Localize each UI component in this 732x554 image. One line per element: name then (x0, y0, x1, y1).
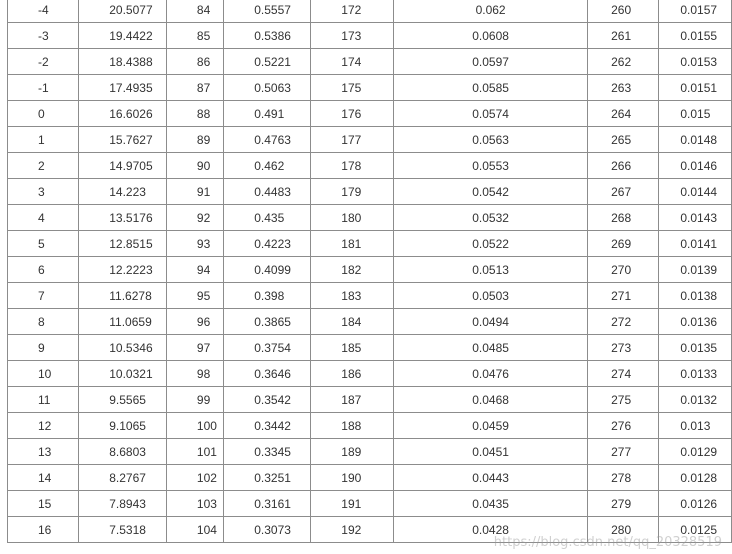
table-cell: 0.5221 (224, 49, 311, 75)
table-cell: 272 (588, 309, 659, 335)
table-cell: 8.2767 (79, 465, 167, 491)
table-cell: 18.4388 (79, 49, 167, 75)
table-cell: 10.0321 (79, 361, 167, 387)
table-cell: 278 (588, 465, 659, 491)
table-cell: 10.5346 (79, 335, 167, 361)
table-cell: 0.0435 (394, 491, 588, 517)
table-cell: 191 (311, 491, 394, 517)
table-cell: 265 (588, 127, 659, 153)
table-cell: 0.0553 (394, 153, 588, 179)
table-cell: 0.0563 (394, 127, 588, 153)
table-cell: 0.0485 (394, 335, 588, 361)
table-cell: 0.0428 (394, 517, 588, 543)
table-cell: 0.0151 (659, 75, 732, 101)
table-cell: 8.6803 (79, 439, 167, 465)
table-row (8, 439, 732, 465)
table-row (8, 335, 732, 361)
table-row (8, 257, 732, 283)
table-cell: 0.0513 (394, 257, 588, 283)
table-cell: 0.0138 (659, 283, 732, 309)
table-cell: 0.0494 (394, 309, 588, 335)
table-cell: 174 (311, 49, 394, 75)
table-cell: 85 (166, 23, 223, 49)
table-cell: 263 (588, 75, 659, 101)
table-cell: 12 (8, 413, 79, 439)
table-cell: 6 (8, 257, 79, 283)
table-cell: 0.015 (659, 101, 732, 127)
table-cell: 188 (311, 413, 394, 439)
table-row (8, 75, 732, 101)
table-cell: 84 (166, 0, 223, 23)
table-cell: 0.0608 (394, 23, 588, 49)
table-cell: 186 (311, 361, 394, 387)
table-cell: 0.5557 (224, 0, 311, 23)
table-cell: 0.0141 (659, 231, 732, 257)
table-cell: 11.6278 (79, 283, 167, 309)
table-cell: 182 (311, 257, 394, 283)
table-cell: 93 (166, 231, 223, 257)
table-cell: 0.0532 (394, 205, 588, 231)
table-cell: 192 (311, 517, 394, 543)
table-cell: 98 (166, 361, 223, 387)
table-cell: 7.8943 (79, 491, 167, 517)
table-cell: 0.0503 (394, 283, 588, 309)
table-cell: 0.3251 (224, 465, 311, 491)
table-cell: 16 (8, 517, 79, 543)
table-cell: 0.0148 (659, 127, 732, 153)
table-cell: 0.0126 (659, 491, 732, 517)
table-cell: 10 (8, 361, 79, 387)
table-cell: 100 (166, 413, 223, 439)
table-cell: 0.0157 (659, 0, 732, 23)
table-cell: 86 (166, 49, 223, 75)
table-cell: 178 (311, 153, 394, 179)
table-cell: 0.0146 (659, 153, 732, 179)
table-cell: 274 (588, 361, 659, 387)
table-cell: 267 (588, 179, 659, 205)
table-cell: 4 (8, 205, 79, 231)
table-cell: 0.0443 (394, 465, 588, 491)
table-cell: 7.5318 (79, 517, 167, 543)
table-cell: 0.062 (394, 0, 588, 23)
table-cell: 102 (166, 465, 223, 491)
table-cell: 9.1065 (79, 413, 167, 439)
table-cell: 277 (588, 439, 659, 465)
table-cell: 0.3161 (224, 491, 311, 517)
table-cell: 87 (166, 75, 223, 101)
table-cell: 0.3865 (224, 309, 311, 335)
table-cell: 0.4099 (224, 257, 311, 283)
table-cell: 97 (166, 335, 223, 361)
table-cell: 90 (166, 153, 223, 179)
table-cell: 15.7627 (79, 127, 167, 153)
table-cell: 0.3345 (224, 439, 311, 465)
table-cell: 3 (8, 179, 79, 205)
table-row (8, 101, 732, 127)
table-cell: 14.223 (79, 179, 167, 205)
table-row (8, 361, 732, 387)
table-cell: 101 (166, 439, 223, 465)
table-cell: 14 (8, 465, 79, 491)
table-cell: 0.0135 (659, 335, 732, 361)
table-cell: 0.5386 (224, 23, 311, 49)
table-cell: 89 (166, 127, 223, 153)
table-cell: 0.0522 (394, 231, 588, 257)
table-cell: 279 (588, 491, 659, 517)
table-row (8, 387, 732, 413)
table-cell: 19.4422 (79, 23, 167, 49)
watermark-text: https://blog.csdn.net/qq_20328519 (493, 535, 722, 550)
table-cell: 0.0128 (659, 465, 732, 491)
table-cell: 0.3073 (224, 517, 311, 543)
table-cell: 0.491 (224, 101, 311, 127)
table-cell: 0.0451 (394, 439, 588, 465)
table-cell: 88 (166, 101, 223, 127)
table-row (8, 0, 732, 23)
table-row (8, 179, 732, 205)
table-cell: 15 (8, 491, 79, 517)
table-cell: 269 (588, 231, 659, 257)
table-cell: 175 (311, 75, 394, 101)
table-cell: 12.8515 (79, 231, 167, 257)
table-cell: 12.2223 (79, 257, 167, 283)
table-cell: 0.3754 (224, 335, 311, 361)
table-cell: 0.0459 (394, 413, 588, 439)
table-cell: 0.013 (659, 413, 732, 439)
table-cell: 261 (588, 23, 659, 49)
table-cell: 0.0468 (394, 387, 588, 413)
table-row (8, 23, 732, 49)
table-cell: 0.5063 (224, 75, 311, 101)
table-cell: 260 (588, 0, 659, 23)
table-cell: 0.0136 (659, 309, 732, 335)
table-cell: 268 (588, 205, 659, 231)
table-cell: 91 (166, 179, 223, 205)
table-cell: -3 (8, 23, 79, 49)
table-cell: 99 (166, 387, 223, 413)
table-cell: 0.4483 (224, 179, 311, 205)
table-cell: 0.462 (224, 153, 311, 179)
table-cell: 276 (588, 413, 659, 439)
table-cell: 0.0132 (659, 387, 732, 413)
table-cell: 0.0143 (659, 205, 732, 231)
table-cell: 0.3442 (224, 413, 311, 439)
table-cell: 190 (311, 465, 394, 491)
table-row (8, 465, 732, 491)
table-cell: 13 (8, 439, 79, 465)
table-cell: 0.0144 (659, 179, 732, 205)
table-cell: 0.4223 (224, 231, 311, 257)
table-cell: -2 (8, 49, 79, 75)
table-cell: 172 (311, 0, 394, 23)
table-cell: 187 (311, 387, 394, 413)
table-cell: 173 (311, 23, 394, 49)
table-cell: 185 (311, 335, 394, 361)
table-cell: 273 (588, 335, 659, 361)
table-cell: 275 (588, 387, 659, 413)
table-cell: -4 (8, 0, 79, 23)
table-cell: 9 (8, 335, 79, 361)
table-cell: 177 (311, 127, 394, 153)
table-cell: 0.0125 (659, 517, 732, 543)
table-cell: 181 (311, 231, 394, 257)
table-row (8, 517, 732, 543)
table-body (8, 0, 732, 543)
table-cell: 271 (588, 283, 659, 309)
table-cell: 20.5077 (79, 0, 167, 23)
data-table-container (7, 0, 732, 543)
table-cell: 176 (311, 101, 394, 127)
table-cell: 11 (8, 387, 79, 413)
table-cell: 184 (311, 309, 394, 335)
table-row (8, 413, 732, 439)
table-cell: 179 (311, 179, 394, 205)
table-cell: 5 (8, 231, 79, 257)
table-cell: 0.0133 (659, 361, 732, 387)
table-cell: 0.398 (224, 283, 311, 309)
table-cell: 7 (8, 283, 79, 309)
table-cell: 8 (8, 309, 79, 335)
table-cell: 0.0597 (394, 49, 588, 75)
table-row (8, 491, 732, 517)
table-cell: 264 (588, 101, 659, 127)
table-cell: 92 (166, 205, 223, 231)
table-cell: 270 (588, 257, 659, 283)
table-cell: 0.0139 (659, 257, 732, 283)
table-row (8, 309, 732, 335)
table-cell: 0.0153 (659, 49, 732, 75)
table-cell: 103 (166, 491, 223, 517)
data-table (7, 0, 732, 543)
table-row (8, 153, 732, 179)
table-cell: 0.0476 (394, 361, 588, 387)
table-cell: 183 (311, 283, 394, 309)
table-row (8, 283, 732, 309)
table-row (8, 127, 732, 153)
table-cell: 95 (166, 283, 223, 309)
table-cell: 0 (8, 101, 79, 127)
table-cell: 180 (311, 205, 394, 231)
table-cell: 0.435 (224, 205, 311, 231)
table-cell: 266 (588, 153, 659, 179)
table-cell: 13.5176 (79, 205, 167, 231)
table-row (8, 205, 732, 231)
table-row (8, 49, 732, 75)
table-cell: 0.0129 (659, 439, 732, 465)
table-cell: 104 (166, 517, 223, 543)
table-row (8, 231, 732, 257)
table-cell: 0.0155 (659, 23, 732, 49)
table-cell: 16.6026 (79, 101, 167, 127)
table-cell: 14.9705 (79, 153, 167, 179)
table-cell: 189 (311, 439, 394, 465)
table-cell: 9.5565 (79, 387, 167, 413)
table-cell: 11.0659 (79, 309, 167, 335)
table-cell: -1 (8, 75, 79, 101)
table-cell: 262 (588, 49, 659, 75)
table-cell: 0.3646 (224, 361, 311, 387)
table-cell: 96 (166, 309, 223, 335)
table-cell: 0.4763 (224, 127, 311, 153)
table-cell: 2 (8, 153, 79, 179)
table-cell: 17.4935 (79, 75, 167, 101)
table-cell: 94 (166, 257, 223, 283)
table-cell: 0.3542 (224, 387, 311, 413)
table-cell: 0.0585 (394, 75, 588, 101)
table-cell: 1 (8, 127, 79, 153)
table-cell: 280 (588, 517, 659, 543)
table-cell: 0.0574 (394, 101, 588, 127)
table-cell: 0.0542 (394, 179, 588, 205)
